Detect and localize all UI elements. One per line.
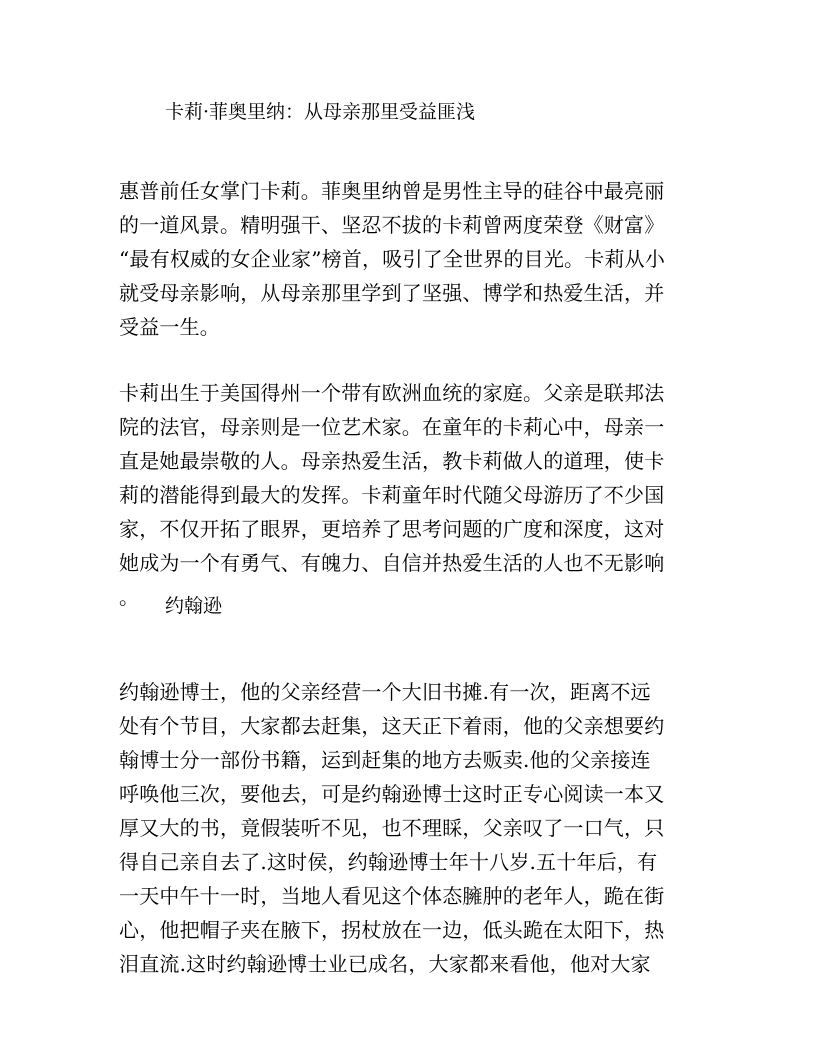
paragraph-line: 泪直流.这时约翰逊博士业已成名，大家都来看他，他对大家 <box>119 952 651 976</box>
paragraph-line: 惠普前任女掌门卡莉。菲奥里纳曾是男性主导的硅谷中最亮丽 <box>119 179 665 203</box>
paragraph-line: 。 <box>119 585 140 609</box>
paragraph-johnson-story <box>119 675 699 981</box>
paragraph-line: 约翰逊博士，他的父亲经营一个大旧书摊.有一次，距离不远 <box>119 680 651 704</box>
paragraph-line: 厚又大的书，竟假装听不见，也不理睬，父亲叹了一口气，只 <box>119 816 665 840</box>
paragraph-line: 的一道风景。精明强干、坚忍不拔的卡莉曾两度荣登《财富》 <box>119 213 665 237</box>
paragraph-line: 受益一生。 <box>119 315 220 339</box>
paragraph-line: 家，不仅开拓了眼界，更培养了思考问题的广度和深度，这对 <box>119 517 665 541</box>
paragraph-line: 得自己亲自去了.这时侯，约翰逊博士年十八岁.五十年后，有 <box>119 850 658 874</box>
paragraph-line: 莉的潜能得到最大的发挥。卡莉童年时代随父母游历了不少国 <box>119 483 665 507</box>
paragraph-line: 翰博士分一部份书籍，运到赶集的地方去贩卖.他的父亲接连 <box>119 748 651 772</box>
paragraph-line: 一天中午十一时，当地人看见这个体态臃肿的老年人，跪在街 <box>119 884 665 908</box>
paragraph-line: 心，他把帽子夹在腋下，拐杖放在一边，低头跪在太阳下，热 <box>119 918 665 942</box>
paragraph-line: 院的法官，母亲则是一位艺术家。在童年的卡莉心中，母亲一 <box>119 415 665 439</box>
paragraph-line: 直是她最崇敬的人。母亲热爱生活，教卡莉做人的道理，使卡 <box>119 449 665 473</box>
paragraph-line: 处有个节目，大家都去赶集，这天正下着雨，他的父亲想要约 <box>119 714 665 738</box>
paragraph-fiorina-intro <box>119 174 699 344</box>
section-subtitle: 约翰逊 <box>165 595 223 617</box>
paragraph-line: “最有权威的女企业家”榜首，吸引了全世界的目光。卡莉从小 <box>119 247 666 271</box>
paragraph-line: 她成为一个有勇气、有魄力、自信并热爱生活的人也不无影响 <box>119 551 665 575</box>
paragraph-line: 卡莉出生于美国得州一个带有欧洲血统的家庭。父亲是联邦法 <box>119 381 665 405</box>
document-title: 卡莉·菲奥里纳：从母亲那里受益匪浅 <box>165 101 476 123</box>
paragraph-line: 就受母亲影响，从母亲那里学到了坚强、博学和热爱生活，并 <box>119 281 665 305</box>
paragraph-fiorina-childhood <box>119 376 699 614</box>
paragraph-line: 呼唤他三次，要他去，可是约翰逊博士这时正专心阅读一本又 <box>119 782 665 806</box>
